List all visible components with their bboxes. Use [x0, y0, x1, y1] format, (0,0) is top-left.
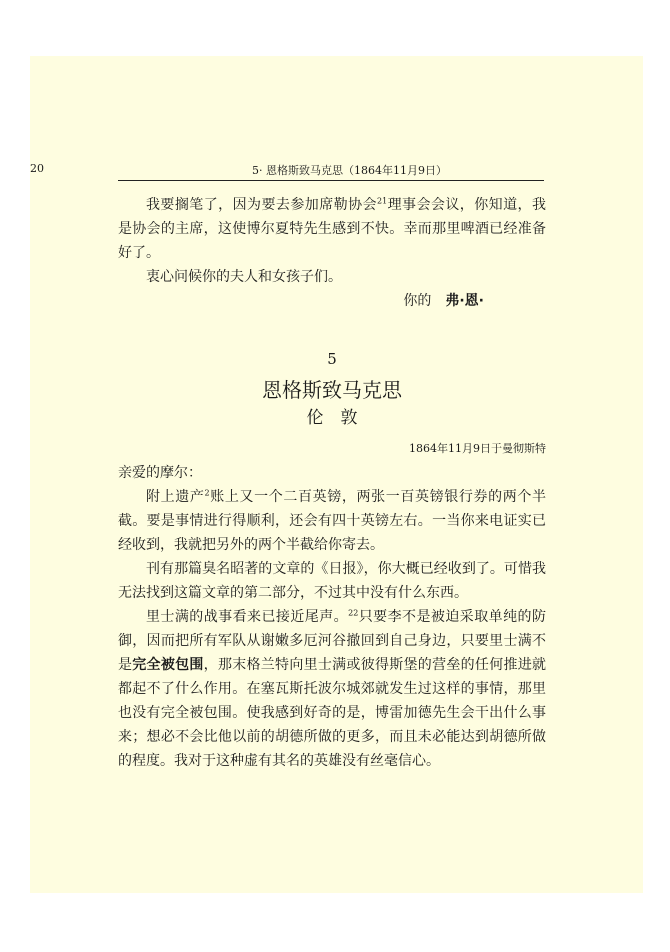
signature-name: 弗·恩·: [445, 293, 484, 309]
letter-body: [118, 441, 546, 773]
text-run: 账上又一个二百英镑，两张一百英镑银行券的两个半截。要是事情进行得顺利，还会有四十英镑左右。一当你来电证实已经收到，我就把另外的两个半截给你寄去。: [118, 489, 547, 553]
page-number: 20: [30, 162, 44, 175]
signature-prefix: 你的: [403, 293, 432, 309]
text-run: 我要搁笔了，因为要去参加席勒协会: [146, 197, 377, 213]
text-run: 理事会会议，你知道，我是协会的主席，这使博尔夏特先生感到不快。幸而那里啤酒已经准备好了。: [118, 197, 546, 261]
body-paragraph: [118, 485, 546, 557]
dateline: 1864年11月9日于曼彻斯特: [409, 442, 546, 455]
text-run: 只要李不是被迫采取单纯的防御，因而把所有军队从谢嫩多厄河谷撤回到自己身边，只要里士满不是: [118, 609, 546, 673]
body-paragraph: [118, 605, 546, 773]
previous-letter-ending: [118, 193, 546, 313]
footnote-ref: 22: [348, 608, 359, 618]
text-run: 附上遗产: [146, 489, 205, 505]
footnote-ref: 2: [204, 488, 210, 498]
running-title: 5· 恩格斯致马克思（1864年11月9日）: [252, 164, 447, 177]
salutation: 亲爱的摩尔：: [118, 465, 202, 481]
text-run: 里士满的战事看来已接近尾声。: [146, 609, 349, 625]
closing-paragraph: [118, 193, 546, 265]
greeting-paragraph: 衷心问候你的夫人和女孩子们。: [146, 269, 342, 285]
letter-number: 5: [327, 350, 337, 368]
letter-title: 恩格斯致马克思: [262, 378, 402, 402]
emphasis-text: 完全被包围: [132, 657, 204, 673]
text-run: ，那末格兰特向里士满或彼得斯堡的营垒的任何推进就都起不了什么作用。在塞瓦斯托波尔城郊就发生过这样的事情，那里也没有完全被包围。使我感到好奇的是，博雷加德先生会干出什么事来；想必不会比他以前的胡德所做的更多，而且未必能达到胡德所做的程度。我对于这种虚有其名的英雄没有丝毫信心。: [118, 657, 547, 769]
footnote-ref: 21: [377, 196, 388, 206]
signature: [118, 289, 546, 313]
letter-place: 伦 敦: [306, 408, 358, 428]
body-paragraph: 刊有那篇臭名昭著的文章的《日报》，你大概已经收到了。可惜我无法找到这篇文章的第二部分，不过其中没有什么东西。: [118, 561, 546, 601]
